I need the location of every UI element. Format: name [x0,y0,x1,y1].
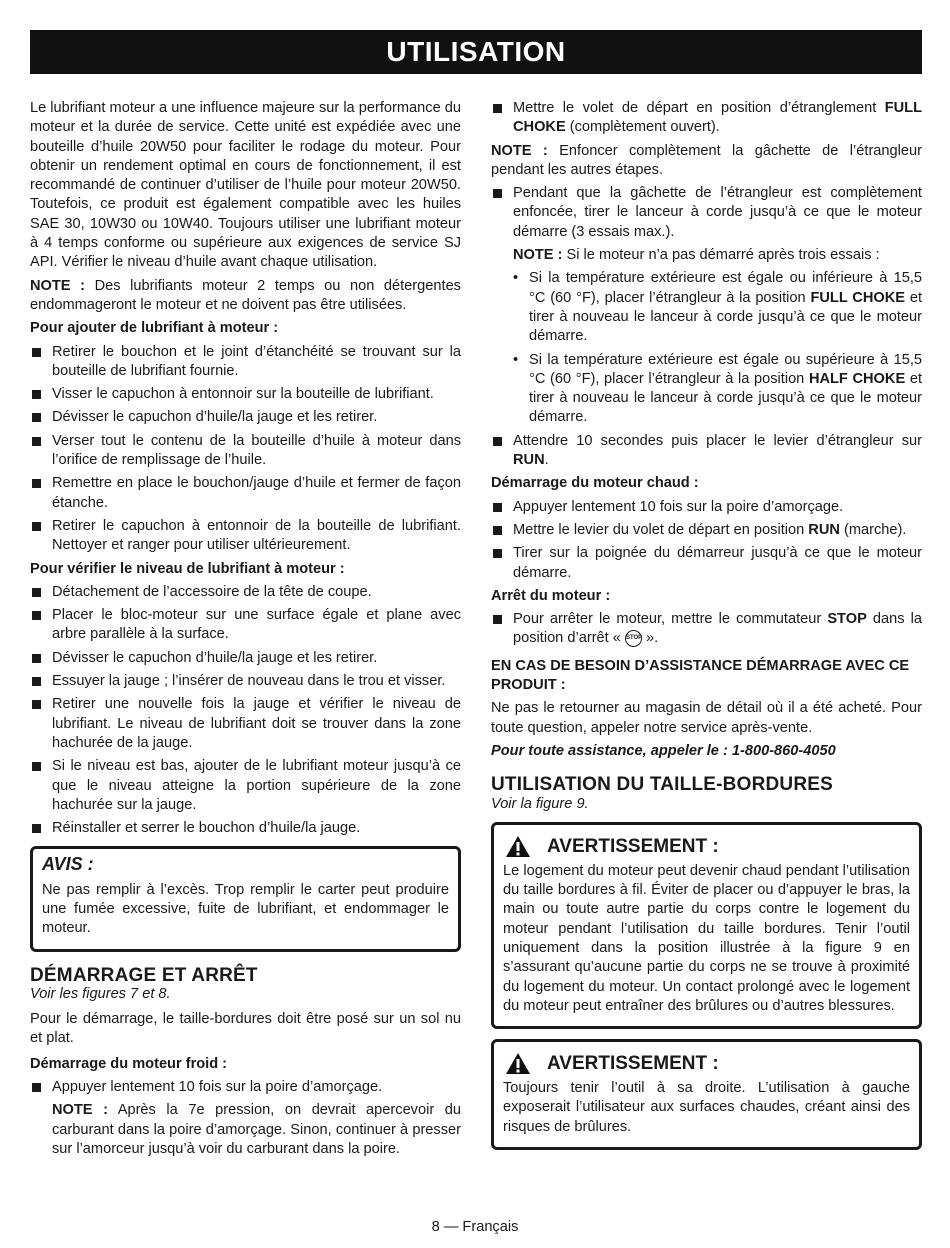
dot-item [491,351,922,428]
note-label: NOTE : [513,247,563,264]
note-text: Si le moteur n’a pas démarré après trois essais : [562,247,880,264]
list-item: Placer le bloc-moteur sur une surface égale et plane avec arbre parallèle à la surface. [30,606,461,645]
oil-intro: Le lubrifiant moteur a une influence majeure sur la performance du moteur et la durée de service. Cette unité est expédiée avec une bouteille d’huile 20W50 pour faciliter le rodage du moteur. Pour obtenir un rendement optimal en cours de fonctionnement, il est recommandé de continuer d’utiliser de l’huile pour moteur 20W50. Toutefois, ce produit est également compatible avec les huiles SAE 30, 10W30 ou 10W40. Toujours utiliser une lubrifiant moteur à 4 temps conforme ou supérieure aux exigences de service SJ API. Vérifier le niveau d’huile avant chaque utilisation. [30,100,461,271]
trimmer-use-title: UTILISATION DU TAILLE-BORDURES [491,774,833,796]
item-text: Mettre le volet de départ en position d’étranglement [513,100,885,116]
item-text: . [544,452,549,469]
assist-text: Ne pas le retourner au magasin de détail où il a été acheté. Pour toute question, appeler notre service après-vente. [491,700,922,736]
warning-header [503,1052,910,1075]
warning-triangle-icon [505,835,531,858]
item-bold: FULL CHOKE [810,289,905,306]
item-text: Si la température extérieure est égale ou supérieure à 15,5 °C (60 °F), placer l’étrangleur à la position [529,351,922,387]
list-item: Appuyer lentement 10 fois sur la poire d’amorçage. [30,1078,461,1097]
item-text: ». [641,630,659,647]
assist-heading: EN CAS DE BESOIN D’ASSISTANCE DÉMARRAGE AVEC CE PRODUIT : [491,657,910,694]
assist-phone: Pour toute assistance, appeler le : 1-800-860-4050 [491,742,836,759]
avis-title: AVIS : [42,854,94,875]
list-item [491,610,922,649]
item-text: (marche). [839,521,907,538]
figure-ref: Voir les figures 7 et 8. [30,985,171,1002]
list-item: Dévisser le capuchon d’huile/la jauge et les retirer. [30,408,461,427]
list-item: Remettre en place le bouchon/jauge d’huile et fermer de façon étanche. [30,474,461,513]
item-bold: HALF CHOKE [808,370,906,387]
warning-header [503,835,910,858]
list-item: Tirer sur la poignée du démarreur jusqu’à ce que le moteur démarre. [491,544,922,583]
start-stop-title: DÉMARRAGE ET ARRÊT [30,964,258,986]
list-item: Appuyer lentement 10 fois sur la poire d’amorçage. [491,498,922,517]
cold-note [30,1101,461,1159]
add-oil-heading: Pour ajouter de lubrifiant à moteur : [30,320,279,337]
note-label: NOTE : [52,1102,108,1119]
item-text: dans la position d’arrêt « [513,611,922,647]
stop-heading: Arrêt du moteur : [491,587,611,604]
note-label: NOTE : [30,277,85,294]
list-item [491,432,922,471]
list-item: Retirer le bouchon et le joint d’étanchéité se trouvant sur la bouteille de lubrifiant fournie. [30,343,461,382]
list-item: Détachement de l’accessoire de la tête de coupe. [30,583,461,602]
note-2-stroke [30,277,461,316]
warning-box [491,822,922,1029]
check-oil-heading: Pour vérifier le niveau de lubrifiant à moteur : [30,560,345,577]
warning-box [491,1039,922,1150]
list-item: Retirer le capuchon à entonnoir de la bouteille de lubrifiant. Nettoyer et ranger pour utiliser ultérieurement. [30,517,461,556]
hot-start-heading: Démarrage du moteur chaud : [491,475,699,492]
warning-title: AVERTISSEMENT : [547,835,719,857]
note-trigger [491,142,922,181]
note-label: NOTE : [491,142,548,159]
list-item: Si le niveau est bas, ajouter de le lubrifiant moteur jusqu’à ce que le niveau atteigne la portion supérieure de la zone hachurée sur la jauge. [30,757,461,815]
list-item: Essuyer la jauge ; l’insérer de nouveau dans le trou et visser. [30,672,461,691]
list-item: Pendant que la gâchette de l’étrangleur est complètement enfoncée, tirer le lanceur à corde jusqu’à ce que le moteur démarre (3 essais max.). [491,184,922,242]
page-footer: 8 — Français [431,1219,519,1235]
left-column [30,99,461,1163]
stop-symbol-icon: STOP [625,630,642,647]
item-text: et tirer à nouveau le lanceur à corde jusqu’à ce que le moteur démarre. [529,289,922,345]
page-banner: UTILISATION [30,30,922,74]
note-three-tries [491,246,922,265]
item-text: Attendre 10 secondes puis placer le levier d’étrangleur sur [513,432,922,449]
warning-text: Toujours tenir l’outil à sa droite. L’utilisation à gauche exposerait l’utilisateur aux surfaces chaudes, créant ainsi des risques de brûlures. [503,1080,910,1135]
item-text: (complètement ouvert). [565,119,720,136]
note-text: Des lubrifiants moteur 2 temps ou non détergentes endommageront le moteur et ne doivent pas être utilisées. [30,277,461,313]
item-text: Mettre le levier du volet de départ en position [513,521,809,538]
list-item: Réinstaller et serrer le bouchon d’huile/la jauge. [30,819,461,838]
note-text: Après la 7e pression, on devrait apercevoir du carburant dans la poire d’amorçage. Sinon, continuer à presser sur l’amorceur jusqu’à voir du carburant dans la poire. [52,1102,461,1157]
list-item: Retirer une nouvelle fois la jauge et vérifier le niveau de lubrifiant. Le niveau de lubrifiant doit se trouver dans la zone hachurée de la jauge. [30,695,461,753]
list-item: Dévisser le capuchon d’huile/la jauge et les retirer. [30,649,461,668]
item-bold: RUN [808,521,840,538]
start-intro: Pour le démarrage, le taille-bordures doit être posé sur un sol nu et plat. [30,1011,461,1047]
warning-title: AVERTISSEMENT : [547,1053,719,1075]
avis-text: Ne pas remplir à l’excès. Trop remplir le carter peut produire une fumée excessive, fuite de lubrifiant, et endommager le moteur. [42,881,449,937]
warning-triangle-icon [505,1052,531,1075]
item-bold: STOP [827,611,867,628]
dot-item [491,269,922,346]
right-column [491,99,922,1160]
item-bold: RUN [513,452,545,469]
list-item [491,521,922,540]
item-text: Pour arrêter le moteur, mettre le commutateur [513,611,828,628]
list-item: Verser tout le contenu de la bouteille d’huile à moteur dans l’orifice de remplissage de l’huile. [30,432,461,471]
item-text: et tirer à nouveau le lanceur à corde jusqu’à ce que le moteur démarre. [529,370,922,426]
cold-start-heading: Démarrage du moteur froid : [30,1055,228,1072]
list-item [491,99,922,138]
warning-text: Le logement du moteur peut devenir chaud pendant l’utilisation du taille bordures à fil. Éviter de placer ou d’appuyer le bras, la main ou toute autre partie du corps contre le logement du moteur pendant l’utilisation du taille bordures. Tenir l’outil uniquement dans la position illustrée à la figure 9 en s’assurant qu’aucune partie du corps ne se trouve à proximité du logement du moteur. Un contact prolongé avec le logement du moteur peut entraîner des brûlures ou d’autres blessures. [503,862,910,1014]
item-bold: FULL CHOKE [513,100,922,136]
avis-box [30,846,461,951]
list-item: Visser le capuchon à entonnoir sur la bouteille de lubrifiant. [30,385,461,404]
note-text: Enfoncer complètement la gâchette de l’étrangleur pendant les autres étapes. [491,142,922,178]
figure-ref: Voir la figure 9. [491,795,589,812]
item-text: Si la température extérieure est égale ou inférieure à 15,5 °C (60 °F), placer l’étrangleur à la position [529,270,922,306]
